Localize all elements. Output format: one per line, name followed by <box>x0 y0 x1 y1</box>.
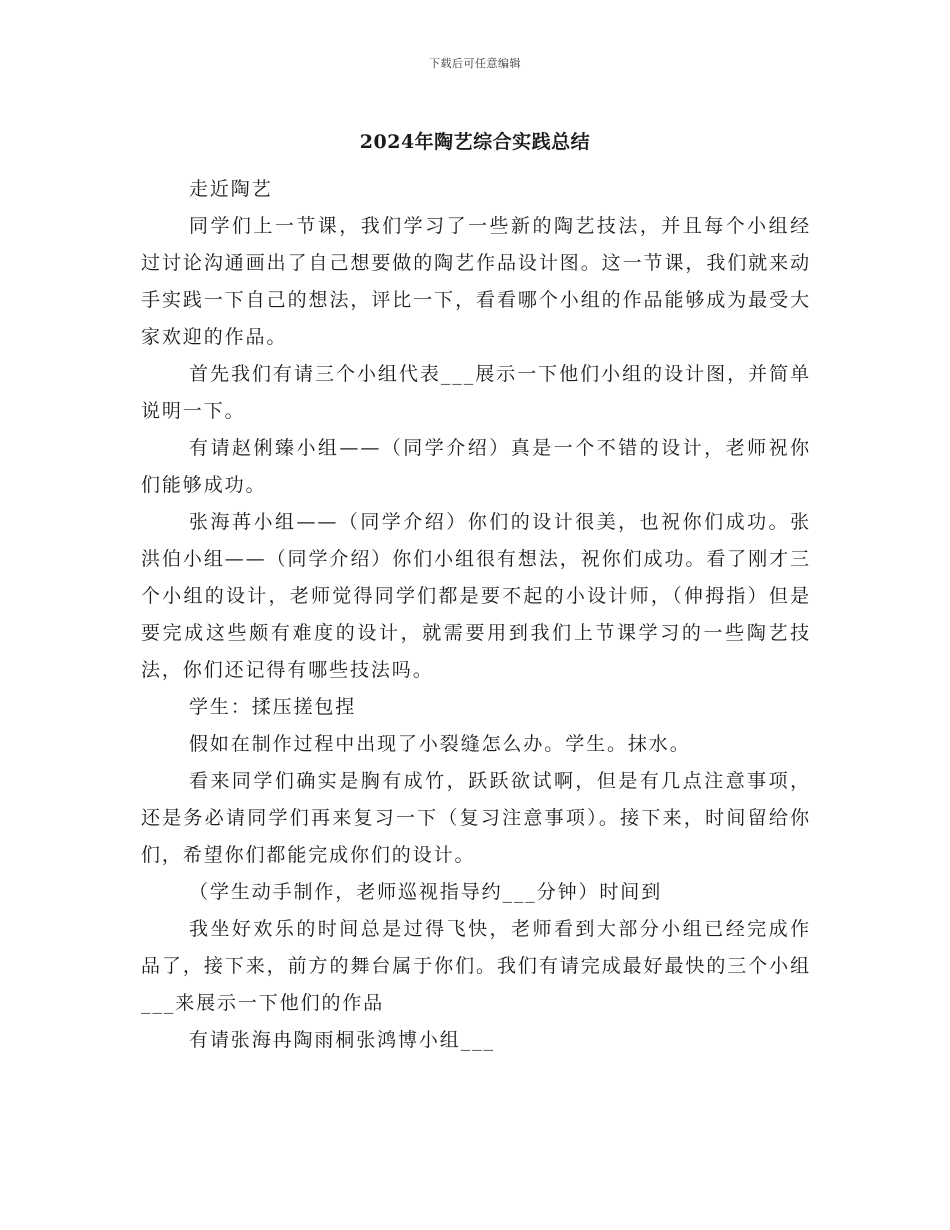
paragraph-crack-question: 假如在制作过程中出现了小裂缝怎么办。学生。抹水。 <box>189 733 691 755</box>
paragraph-precautions: 看来同学们确实是胸有成竹，跃跃欲试啊，但是有几点注意事项，还是务必请同学们再来复习一下（复习注意事项）。接下来，时间留给你们，希望你们都能完成你们的设计。 <box>141 770 811 866</box>
paragraph-intro: 同学们上一节课，我们学习了一些新的陶艺技法，并且每个小组经过讨论沟通画出了自己想要做的陶艺作品设计图。这一节课，我们就来动手实践一下自己的想法，评比一下，看看哪个小组的作品能够成为最受大家欢迎的作品。 <box>141 215 811 348</box>
paragraph-group-zhao: 有请赵俐臻小组——（同学介绍）真是一个不错的设计，老师祝你们能够成功。 <box>141 437 811 496</box>
paragraph-section-heading: 走近陶艺 <box>189 178 273 200</box>
document-title: 2024年陶艺综合实践总结 <box>359 131 591 153</box>
paragraph-final-group: 有请张海冉陶雨桐张鸿博小组___ <box>189 1029 495 1051</box>
paragraph-student-answer: 学生：揉压搓包捏 <box>189 696 357 718</box>
paragraph-making-time: （学生动手制作，老师巡视指导约___分钟）时间到 <box>189 881 663 903</box>
paragraph-group-zhang: 张海苒小组——（同学介绍）你们的设计很美，也祝你们成功。张洪伯小组——（同学介绍）你们小组很有想法，祝你们成功。看了刚才三个小组的设计，老师觉得同学们都是要不起的小设计师，（伸拇指）但是要完成这些颇有难度的设计，就需要用到我们上节课学习的一些陶艺技法，你们还记得有哪些技法吗。 <box>141 511 811 681</box>
paragraph-showcase: 我坐好欢乐的时间总是过得飞快，老师看到大部分小组已经完成作品了，接下来，前方的舞台属于你们。我们有请完成最好最快的三个小组___来展示一下他们的作品 <box>141 918 811 1014</box>
paragraph-invite-representatives: 首先我们有请三个小组代表___展示一下他们小组的设计图，并简单说明一下。 <box>141 363 811 422</box>
header-note: 下载后可任意编辑 <box>429 57 521 70</box>
document-body <box>141 171 811 1059</box>
